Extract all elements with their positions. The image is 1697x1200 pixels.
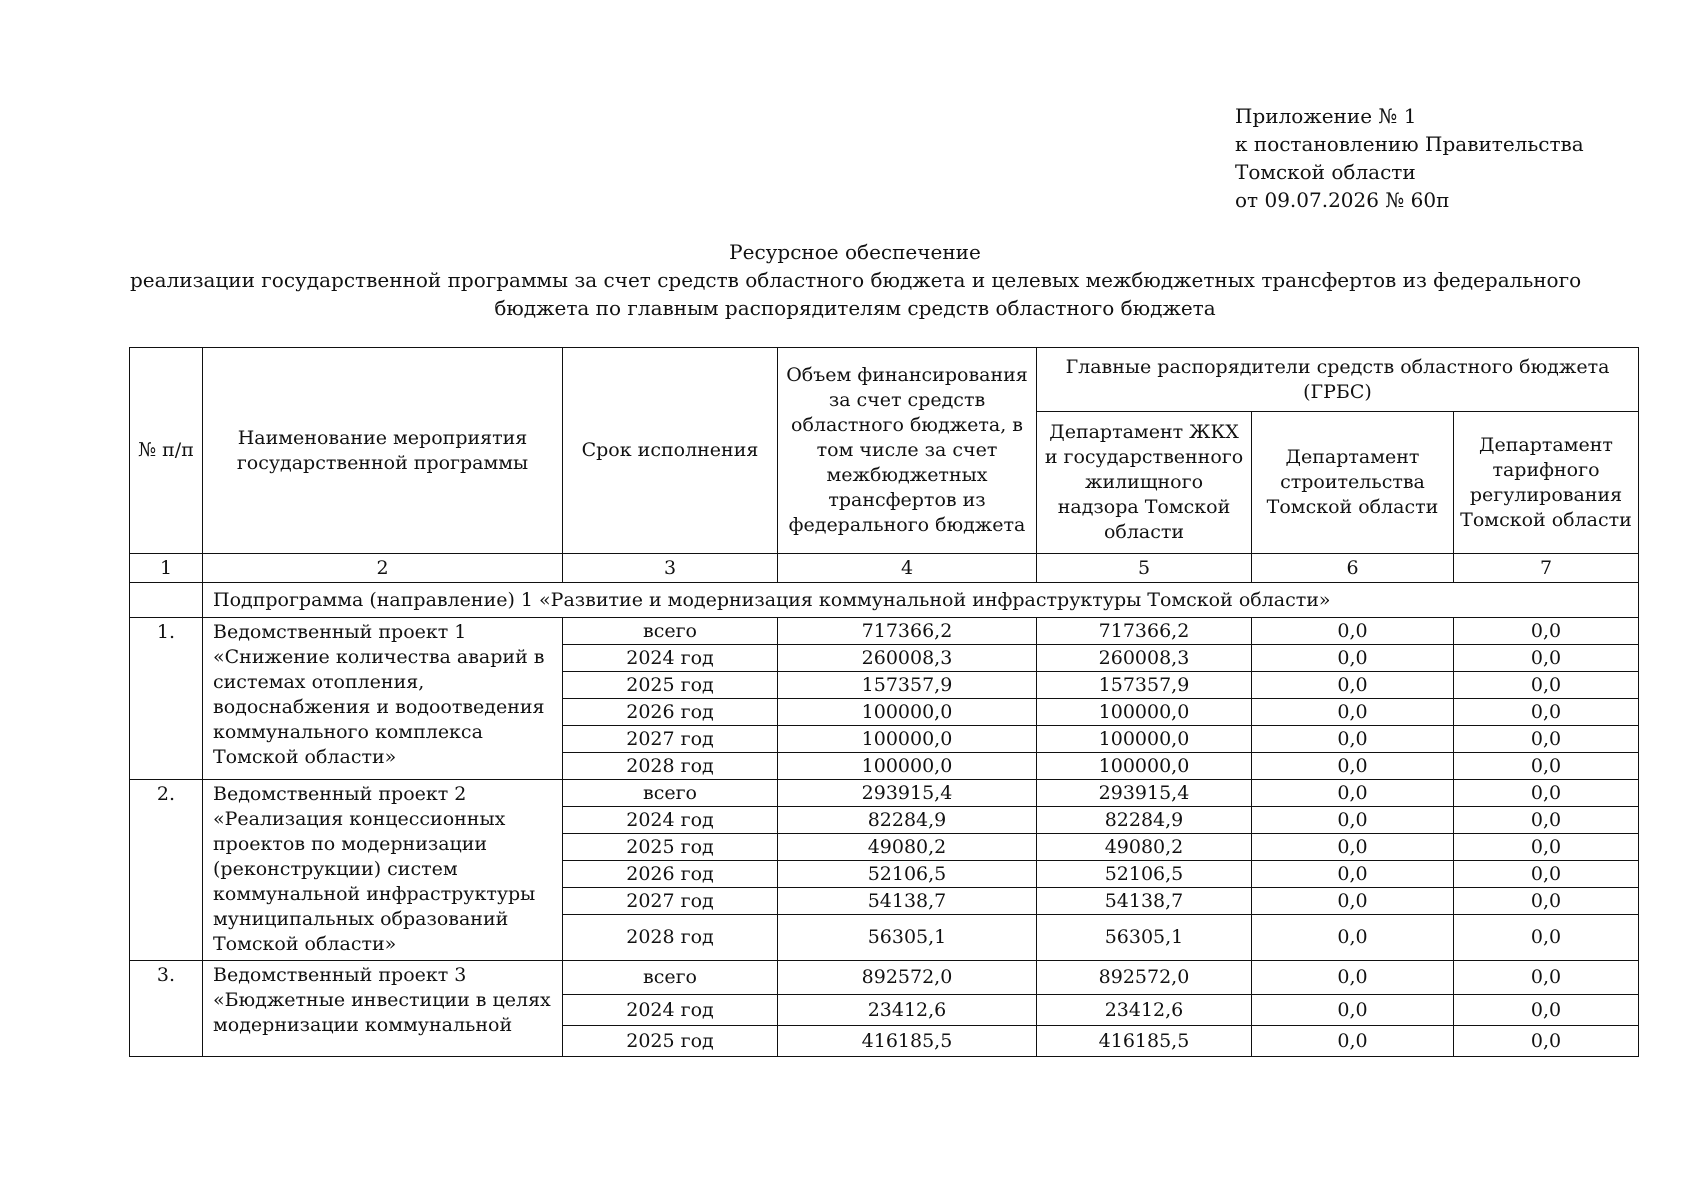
header-grbs: Главные распорядители средств областного бюджета (ГРБС) — [1037, 348, 1639, 412]
project-number: 1. — [130, 618, 203, 780]
volume-cell: 293915,4 — [778, 780, 1037, 807]
annex-line: к постановлению Правительства — [1235, 132, 1584, 156]
header-dept-housing: Департамент ЖКХ и государственного жилищного надзора Томской области — [1037, 412, 1252, 554]
dept-tariff-cell: 0,0 — [1454, 861, 1639, 888]
project-number: 2. — [130, 780, 203, 961]
column-index: 6 — [1252, 554, 1454, 583]
dept-housing-cell: 100000,0 — [1037, 753, 1252, 780]
dept-tariff-cell: 0,0 — [1454, 834, 1639, 861]
annex-line: от 09.07.2026 № 60п — [1235, 188, 1450, 212]
dept-tariff-cell: 0,0 — [1454, 915, 1639, 961]
volume-cell: 56305,1 — [778, 915, 1037, 961]
volume-cell: 23412,6 — [778, 995, 1037, 1026]
term-cell: 2025 год — [563, 834, 778, 861]
dept-housing-cell: 416185,5 — [1037, 1026, 1252, 1057]
term-cell: всего — [563, 961, 778, 995]
column-index-row — [130, 554, 1639, 583]
dept-tariff-cell: 0,0 — [1454, 753, 1639, 780]
dept-housing-cell: 56305,1 — [1037, 915, 1252, 961]
term-cell: всего — [563, 780, 778, 807]
term-cell: 2027 год — [563, 726, 778, 753]
dept-housing-cell: 23412,6 — [1037, 995, 1252, 1026]
project-number: 3. — [130, 961, 203, 1057]
dept-housing-cell: 82284,9 — [1037, 807, 1252, 834]
header-num: № п/п — [130, 348, 203, 554]
dept-construction-cell: 0,0 — [1252, 645, 1454, 672]
volume-cell: 49080,2 — [778, 834, 1037, 861]
column-index: 3 — [563, 554, 778, 583]
dept-construction-cell: 0,0 — [1252, 807, 1454, 834]
column-index: 5 — [1037, 554, 1252, 583]
annex-line: Томской области — [1235, 160, 1416, 184]
dept-housing-cell: 293915,4 — [1037, 780, 1252, 807]
term-cell: 2026 год — [563, 861, 778, 888]
dept-housing-cell: 54138,7 — [1037, 888, 1252, 915]
header-dept-construction: Департамент строительства Томской области — [1252, 412, 1454, 554]
dept-tariff-cell: 0,0 — [1454, 672, 1639, 699]
dept-housing-cell: 892572,0 — [1037, 961, 1252, 995]
term-cell: всего — [563, 618, 778, 645]
term-cell: 2024 год — [563, 807, 778, 834]
dept-construction-cell: 0,0 — [1252, 888, 1454, 915]
header-name: Наименование мероприятия государственной программы — [203, 348, 563, 554]
term-cell: 2025 год — [563, 672, 778, 699]
volume-cell: 54138,7 — [778, 888, 1037, 915]
dept-housing-cell: 100000,0 — [1037, 699, 1252, 726]
dept-construction-cell: 0,0 — [1252, 753, 1454, 780]
volume-cell: 52106,5 — [778, 861, 1037, 888]
dept-tariff-cell: 0,0 — [1454, 645, 1639, 672]
volume-cell: 100000,0 — [778, 753, 1037, 780]
term-cell: 2026 год — [563, 699, 778, 726]
volume-cell: 892572,0 — [778, 961, 1037, 995]
dept-construction-cell: 0,0 — [1252, 915, 1454, 961]
volume-cell: 260008,3 — [778, 645, 1037, 672]
dept-tariff-cell: 0,0 — [1454, 995, 1639, 1026]
dept-housing-cell: 52106,5 — [1037, 861, 1252, 888]
dept-tariff-cell: 0,0 — [1454, 726, 1639, 753]
column-index: 1 — [130, 554, 203, 583]
annex-block — [1235, 102, 1584, 214]
dept-construction-cell: 0,0 — [1252, 995, 1454, 1026]
volume-cell: 157357,9 — [778, 672, 1037, 699]
subprogram-title: Подпрограмма (направление) 1 «Развитие и модернизация коммунальной инфраструктуры Томской области» — [203, 583, 1639, 618]
title-line: Ресурсное обеспечение — [729, 240, 981, 264]
volume-cell: 100000,0 — [778, 699, 1037, 726]
document-title — [130, 238, 1580, 322]
dept-construction-cell: 0,0 — [1252, 618, 1454, 645]
dept-construction-cell: 0,0 — [1252, 699, 1454, 726]
term-cell: 2024 год — [563, 645, 778, 672]
volume-cell: 82284,9 — [778, 807, 1037, 834]
table-row — [130, 618, 1639, 645]
header-row — [130, 348, 1639, 412]
term-cell: 2024 год — [563, 995, 778, 1026]
dept-construction-cell: 0,0 — [1252, 961, 1454, 995]
project-name: Ведомственный проект 1 «Снижение количества аварий в системах отопления, водоснабжения и водоотведения коммунального комплекса Томской области» — [203, 618, 563, 780]
dept-housing-cell: 717366,2 — [1037, 618, 1252, 645]
header-volume: Объем финансирования за счет средств областного бюджета, в том числе за счет межбюджетных трансфертов из федерального бюджета — [778, 348, 1037, 554]
dept-construction-cell: 0,0 — [1252, 726, 1454, 753]
term-cell: 2028 год — [563, 753, 778, 780]
title-line: реализации государственной программы за счет средств областного бюджета и целевых межбюджетных трансфертов из федерального — [130, 268, 1582, 292]
dept-construction-cell: 0,0 — [1252, 834, 1454, 861]
dept-construction-cell: 0,0 — [1252, 672, 1454, 699]
header-dept-tariff: Департамент тарифного регулирования Томской области — [1454, 412, 1639, 554]
dept-construction-cell: 0,0 — [1252, 780, 1454, 807]
dept-tariff-cell: 0,0 — [1454, 961, 1639, 995]
term-cell: 2028 год — [563, 915, 778, 961]
dept-tariff-cell: 0,0 — [1454, 807, 1639, 834]
dept-tariff-cell: 0,0 — [1454, 780, 1639, 807]
dept-housing-cell: 260008,3 — [1037, 645, 1252, 672]
dept-tariff-cell: 0,0 — [1454, 618, 1639, 645]
resource-table — [129, 347, 1639, 1057]
dept-housing-cell: 100000,0 — [1037, 726, 1252, 753]
dept-tariff-cell: 0,0 — [1454, 1026, 1639, 1057]
table-row — [130, 780, 1639, 807]
dept-construction-cell: 0,0 — [1252, 861, 1454, 888]
volume-cell: 416185,5 — [778, 1026, 1037, 1057]
annex-line: Приложение № 1 — [1235, 104, 1417, 128]
column-index: 7 — [1454, 554, 1639, 583]
column-index: 4 — [778, 554, 1037, 583]
table-row — [130, 961, 1639, 995]
project-name: Ведомственный проект 3 «Бюджетные инвестиции в целях модернизации коммунальной — [203, 961, 563, 1057]
dept-construction-cell: 0,0 — [1252, 1026, 1454, 1057]
subprogram-empty-cell — [130, 583, 203, 618]
dept-housing-cell: 49080,2 — [1037, 834, 1252, 861]
term-cell: 2025 год — [563, 1026, 778, 1057]
column-index: 2 — [203, 554, 563, 583]
project-name: Ведомственный проект 2 «Реализация концессионных проектов по модернизации (реконструкции) систем коммунальной инфраструктуры муниципальных образований Томской области» — [203, 780, 563, 961]
volume-cell: 717366,2 — [778, 618, 1037, 645]
dept-housing-cell: 157357,9 — [1037, 672, 1252, 699]
dept-tariff-cell: 0,0 — [1454, 699, 1639, 726]
term-cell: 2027 год — [563, 888, 778, 915]
title-line: бюджета по главным распорядителям средств областного бюджета — [494, 296, 1216, 320]
subprogram-row — [130, 583, 1639, 618]
header-term: Срок исполнения — [563, 348, 778, 554]
dept-tariff-cell: 0,0 — [1454, 888, 1639, 915]
volume-cell: 100000,0 — [778, 726, 1037, 753]
